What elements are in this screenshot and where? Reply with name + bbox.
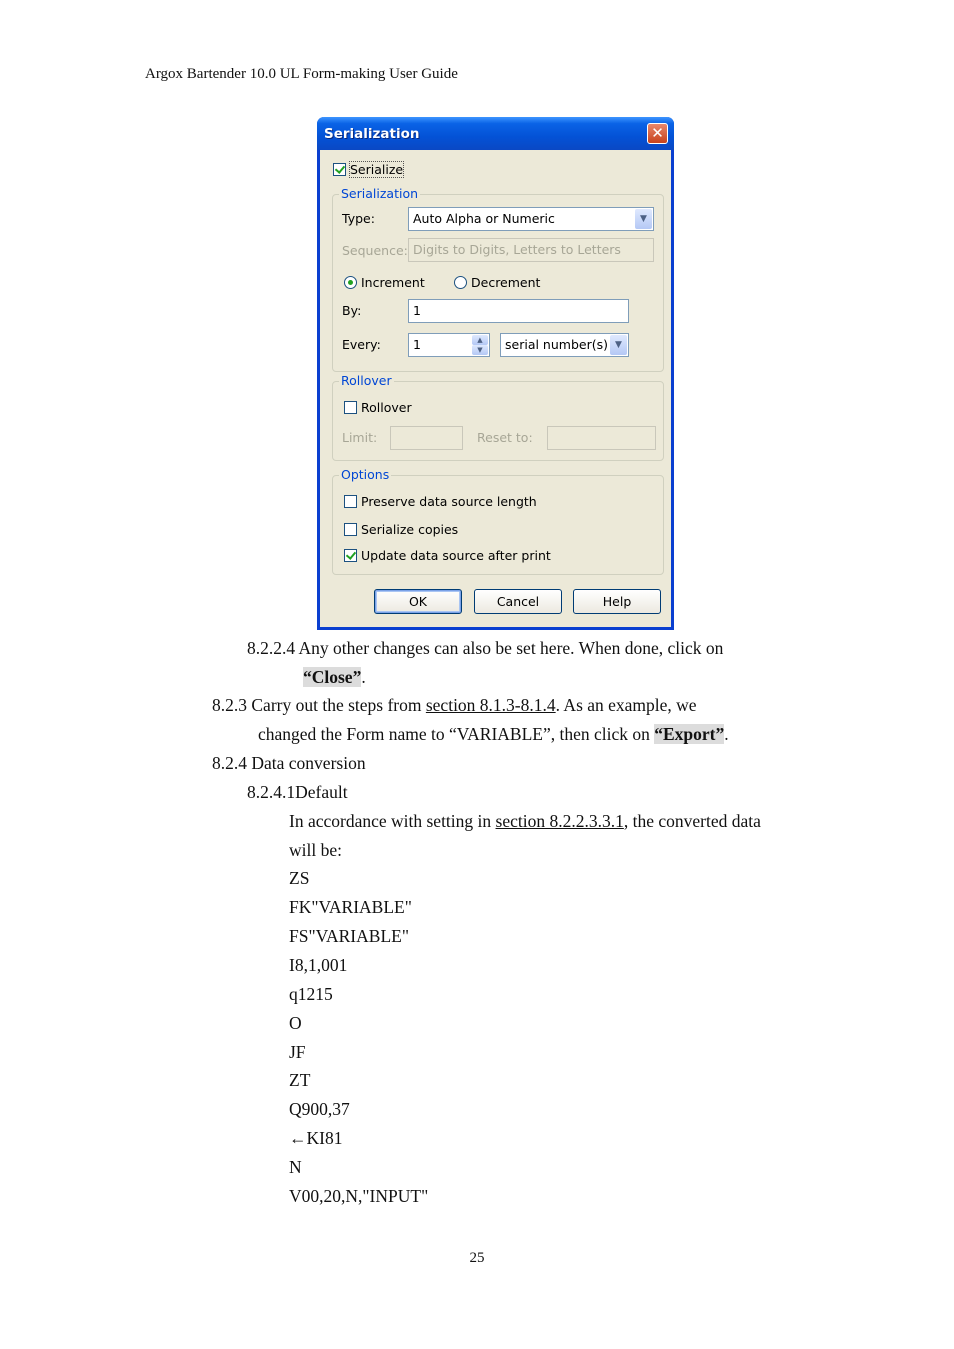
reset-to-label: Reset to:	[477, 430, 533, 445]
every-stepper-value: 1	[413, 337, 421, 352]
page-header: Argox Bartender 10.0 UL Form-making User Guide	[145, 66, 458, 82]
dialog-title: Serialization	[324, 126, 420, 142]
code-line: N	[289, 1157, 302, 1177]
code-line: ZT	[289, 1070, 311, 1090]
every-label: Every:	[342, 337, 381, 352]
sequence-select-value: Digits to Digits, Letters to Letters	[413, 242, 621, 257]
code-line: I8,1,001	[289, 955, 348, 975]
code-line: ZS	[289, 868, 310, 888]
spinner	[472, 335, 488, 355]
serialization-group-legend: Serialization	[341, 186, 419, 201]
sequence-select[interactable]	[408, 238, 654, 262]
by-input[interactable]: 1	[408, 299, 629, 323]
reset-to-input[interactable]	[547, 426, 656, 450]
increment-label[interactable]: Increment	[361, 275, 425, 290]
code-line: FK"VARIABLE"	[289, 897, 412, 917]
options-group-legend: Options	[341, 467, 390, 482]
code-line: V00,20,N,"INPUT"	[289, 1186, 429, 1206]
para-8-2-4-1	[247, 782, 348, 803]
section-link[interactable]: section 8.1.3-8.1.4	[425, 695, 556, 715]
serialize-label[interactable]: Serialize	[350, 162, 404, 177]
cancel-button[interactable]: Cancel	[474, 589, 562, 614]
sequence-label: Sequence:	[342, 243, 408, 258]
ok-button[interactable]: OK	[374, 589, 462, 614]
serialize-checkbox[interactable]	[333, 163, 346, 176]
para-8-2-3-line2	[258, 724, 729, 745]
spin-up-icon[interactable]: ▲	[472, 335, 488, 345]
every-unit-select[interactable]	[500, 333, 629, 357]
code-line: q1215	[289, 984, 333, 1004]
serialize-copies-checkbox[interactable]	[344, 523, 357, 536]
code-line: Q900,37	[289, 1099, 350, 1119]
serialization-dialog	[317, 117, 674, 630]
serialize-copies-label[interactable]: Serialize copies	[361, 522, 459, 537]
preserve-length-label[interactable]: Preserve data source length	[361, 494, 537, 509]
close-icon[interactable]: ✕	[647, 123, 668, 144]
type-select[interactable]	[408, 207, 654, 231]
section-number: 8.2.2.4	[247, 638, 296, 658]
para-accordance-line2: will be:	[289, 840, 342, 860]
section-title: Default	[295, 782, 348, 802]
help-button[interactable]: Help	[573, 589, 661, 614]
preserve-length-checkbox[interactable]	[344, 495, 357, 508]
chevron-down-icon[interactable]: ▼	[635, 209, 652, 229]
limit-input[interactable]	[390, 426, 463, 450]
page-number: 25	[469, 1250, 485, 1266]
section-title: Data conversion	[251, 753, 366, 773]
rollover-label[interactable]: Rollover	[361, 400, 412, 415]
dialog-titlebar[interactable]	[317, 117, 674, 150]
para-8-2-4	[212, 753, 366, 774]
code-line: JF	[289, 1042, 306, 1062]
every-unit-value: serial number(s)	[505, 337, 608, 352]
section-link[interactable]: section 8.2.2.3.3.1	[495, 811, 624, 831]
para-accordance	[289, 811, 761, 832]
by-label: By:	[342, 303, 362, 318]
close-keyword: “Close”	[303, 667, 362, 687]
update-data-source-checkbox[interactable]	[344, 549, 357, 562]
para-8-2-3	[212, 695, 697, 716]
paragraph-text: Carry out the steps from	[251, 695, 422, 715]
limit-label: Limit:	[342, 430, 378, 445]
paragraph-text: In accordance with setting in	[289, 811, 492, 831]
paragraph-text: Any other changes can also be set here. When done, click on	[298, 638, 724, 658]
spin-down-icon[interactable]: ▼	[472, 345, 488, 355]
para-8-2-2-4-line2	[303, 667, 366, 688]
rollover-group-legend: Rollover	[341, 373, 392, 388]
paragraph-text-cont: . As an example, we	[555, 695, 697, 715]
paragraph-text-cont: , the converted data	[623, 811, 761, 831]
paragraph-text: changed the Form name to “VARIABLE”, then click on	[258, 724, 650, 744]
type-select-value: Auto Alpha or Numeric	[413, 211, 555, 226]
increment-radio[interactable]	[344, 276, 357, 289]
update-data-source-label[interactable]: Update data source after print	[361, 548, 551, 563]
code-line: FS"VARIABLE"	[289, 926, 409, 946]
section-number: 8.2.4.1	[247, 782, 296, 802]
decrement-label[interactable]: Decrement	[471, 275, 541, 290]
type-label: Type:	[342, 211, 375, 226]
code-line: ←KI81	[289, 1128, 343, 1148]
chevron-down-icon[interactable]: ▼	[610, 335, 627, 355]
rollover-checkbox[interactable]	[344, 401, 357, 414]
para-8-2-2-4	[247, 638, 723, 659]
section-number: 8.2.4	[212, 753, 247, 773]
decrement-radio[interactable]	[454, 276, 467, 289]
punctuation: .	[724, 724, 729, 744]
punctuation: .	[361, 667, 366, 687]
section-number: 8.2.3	[212, 695, 247, 715]
every-stepper[interactable]	[408, 333, 490, 357]
export-keyword: “Export”	[654, 724, 725, 744]
code-line: O	[289, 1013, 302, 1033]
